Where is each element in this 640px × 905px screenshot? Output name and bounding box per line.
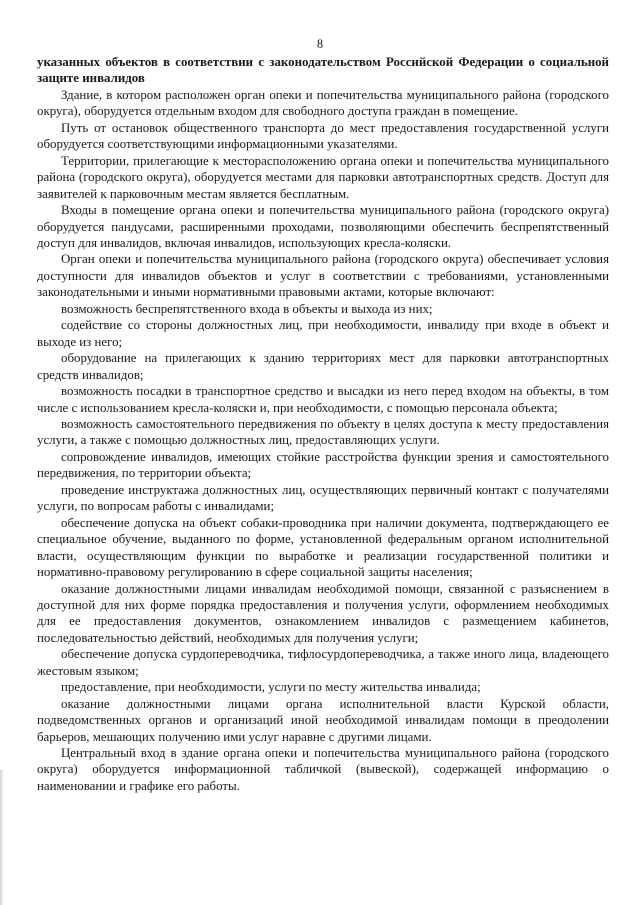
paragraph: Здание, в котором расположен орган опеки и попечительства муниципального района (городского округа), оборудуется отдельным входом для свободного доступа граждан в помещение. bbox=[37, 87, 609, 119]
document-body bbox=[37, 54, 609, 794]
list-item: содействие со стороны должностных лиц, при необходимости, инвалиду при входе в объект и выходе из него; bbox=[37, 318, 609, 349]
list-item: обеспечение допуска на объект собаки-проводника при наличии документа, подтверждающего ее специальное обучение, выданного по форме, установленной федеральным органом исполнительной власти, осуществляющим функции по выработке и реализации государственной политики и нормативно-правовому регулированию в сфере социальной защиты населения; bbox=[37, 515, 609, 580]
list-item: оборудование на прилегающих к зданию территориях мест для парковки автотранспортных средств инвалидов; bbox=[37, 351, 609, 382]
paragraph: Территории, прилегающие к месторасположению органа опеки и попечительства муниципального района (городского округа), оборудуется местами для парковки автотранспортных средств. Доступ для заявителей к парковочным местам является бесплатным. bbox=[37, 153, 609, 201]
paragraph: Орган опеки и попечительства муниципального района (городского округа) обеспечивает условия доступности для инвалидов объектов и услуг в соответствии с требованиями, установленными законодательными и иными нормативными правовыми актами, которые включают: bbox=[37, 252, 609, 300]
page-number: 8 bbox=[316, 37, 324, 51]
scan-edge-shadow bbox=[0, 770, 4, 905]
list-item: возможность беспрепятственного входа в объекты и выхода из них; bbox=[61, 301, 433, 316]
list-item: возможность самостоятельного передвижения по объекту в целях доступа к месту предоставления услуги, а также с помощью должностных лиц, предоставляющих услуги. bbox=[37, 416, 609, 448]
list-item: проведение инструктажа должностных лиц, осуществляющих первичный контакт с получателями услуги, по вопросам работы с инвалидами; bbox=[37, 482, 609, 514]
section-heading-continuation: указанных объектов в соответствии с законодательством Российской Федерации о социальной защите инвалидов bbox=[37, 55, 609, 86]
list-item: оказание должностными лицами органа исполнительной власти Курской области, подведомственных органов и организаций иной необходимой инвалидам помощи в преодолении барьеров, мешающих получению ими услуг наравне с другими лицами. bbox=[37, 696, 609, 744]
list-item: сопровождение инвалидов, имеющих стойкие расстройства функции зрения и самостоятельного передвижения, по территории объекта; bbox=[37, 449, 609, 481]
paragraph: Входы в помещение органа опеки и попечительства муниципального района (городского округа) оборудуется пандусами, расширенными проходами, позволяющими обеспечить беспрепятственный доступ для инвалидов, включая инвалидов, использующих кресла-коляски. bbox=[37, 203, 609, 250]
list-item: предоставление, при необходимости, услуги по месту жительства инвалида; bbox=[61, 680, 481, 695]
list-item: обеспечение допуска сурдопереводчика, тифлосурдопереводчика, а также иного лица, владеющего жестовым языком; bbox=[37, 647, 609, 678]
list-item: возможность посадки в транспортное средство и высадки из него перед входом на объекты, в том числе с использованием кресла-коляски и, при необходимости, с помощью персонала объекта; bbox=[37, 384, 609, 415]
paragraph: Центральный вход в здание органа опеки и попечительства муниципального района (городского округа) оборудуется информационной табличкой (вывеской), содержащей информацию о наименовании и графике его работы. bbox=[37, 746, 609, 793]
paragraph: Путь от остановок общественного транспорта до мест предоставления государственной услуги оборудуется соответствующими информационными указателями. bbox=[37, 120, 609, 152]
list-item: оказание должностными лицами инвалидам необходимой помощи, связанной с разъяснением в доступной для них форме порядка предоставления и получения услуги, оформлением необходимых для ее предоставления документов, ознакомлением инвалидов с размещением кабинетов, последовательностью действий, необходимых для получения услуги; bbox=[37, 581, 609, 645]
